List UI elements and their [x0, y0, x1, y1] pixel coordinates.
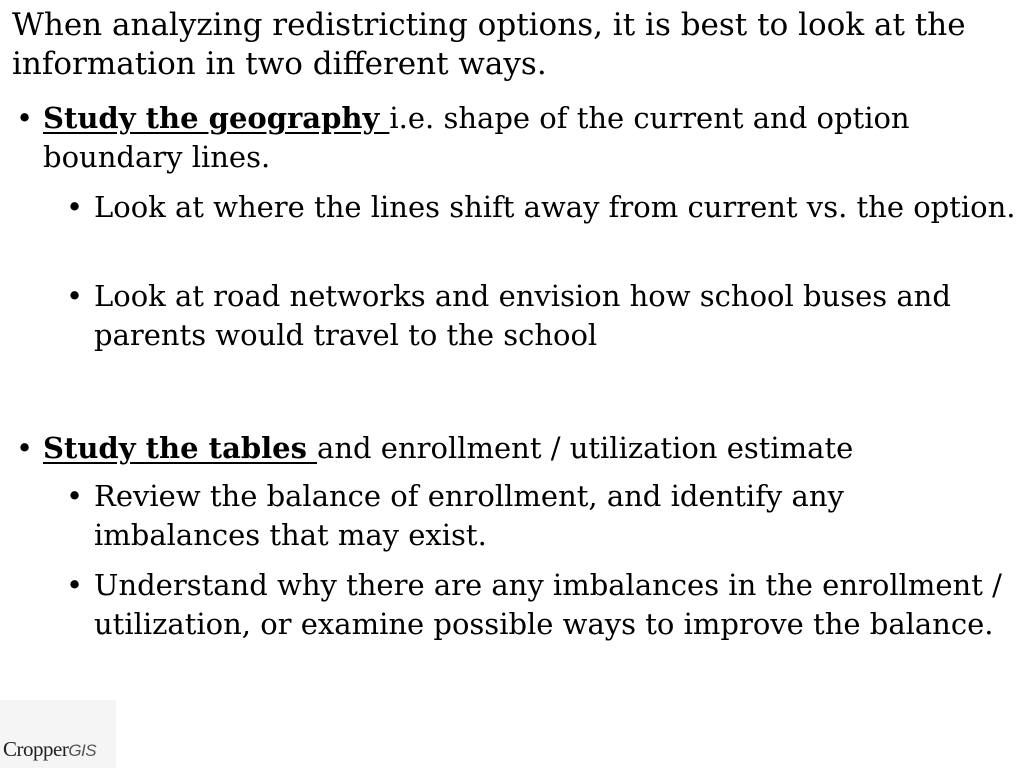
- bullet-body: i.e. shape of the current and option boundary lines.: [43, 101, 910, 174]
- sub-bullet-text: Understand why there are any imbalances in the enrollment / utilization, or examine possible ways to improve the balance.: [94, 568, 1002, 641]
- bullet-heading: Study the geography: [43, 101, 390, 135]
- sub-bullet: [66, 566, 1016, 644]
- bullet-text: [43, 429, 1016, 468]
- bullet-marker: •: [66, 568, 84, 602]
- logo-text: CropperGIS: [3, 737, 97, 761]
- bullet-marker: •: [16, 101, 34, 135]
- intro-paragraph: When analyzing redistricting options, it is best to look at the information in two different ways.: [12, 7, 966, 82]
- sub-bullet-text: Look at where the lines shift away from current vs. the option.: [94, 190, 1016, 224]
- bullet-marker: •: [66, 479, 84, 513]
- bullet-marker: •: [66, 279, 84, 313]
- sub-bullet: [66, 477, 1016, 555]
- sub-bullet: [66, 188, 1016, 227]
- sub-bullet: [66, 277, 1016, 355]
- sub-bullet-text: Review the balance of enrollment, and identify any imbalances that may exist.: [94, 479, 844, 552]
- sub-bullet-text: Look at road networks and envision how school buses and parents would travel to the school: [94, 279, 951, 352]
- bullet-marker: •: [16, 431, 34, 465]
- bullet-heading: Study the tables: [43, 431, 318, 465]
- bullet-marker: •: [66, 190, 84, 224]
- bullet-body: and enrollment / utilization estimate: [317, 431, 854, 465]
- bullet-geography: [16, 99, 1016, 177]
- bullet-text: [43, 99, 1016, 177]
- bullet-tables: [16, 429, 1016, 468]
- cropper-gis-logo: [0, 700, 116, 768]
